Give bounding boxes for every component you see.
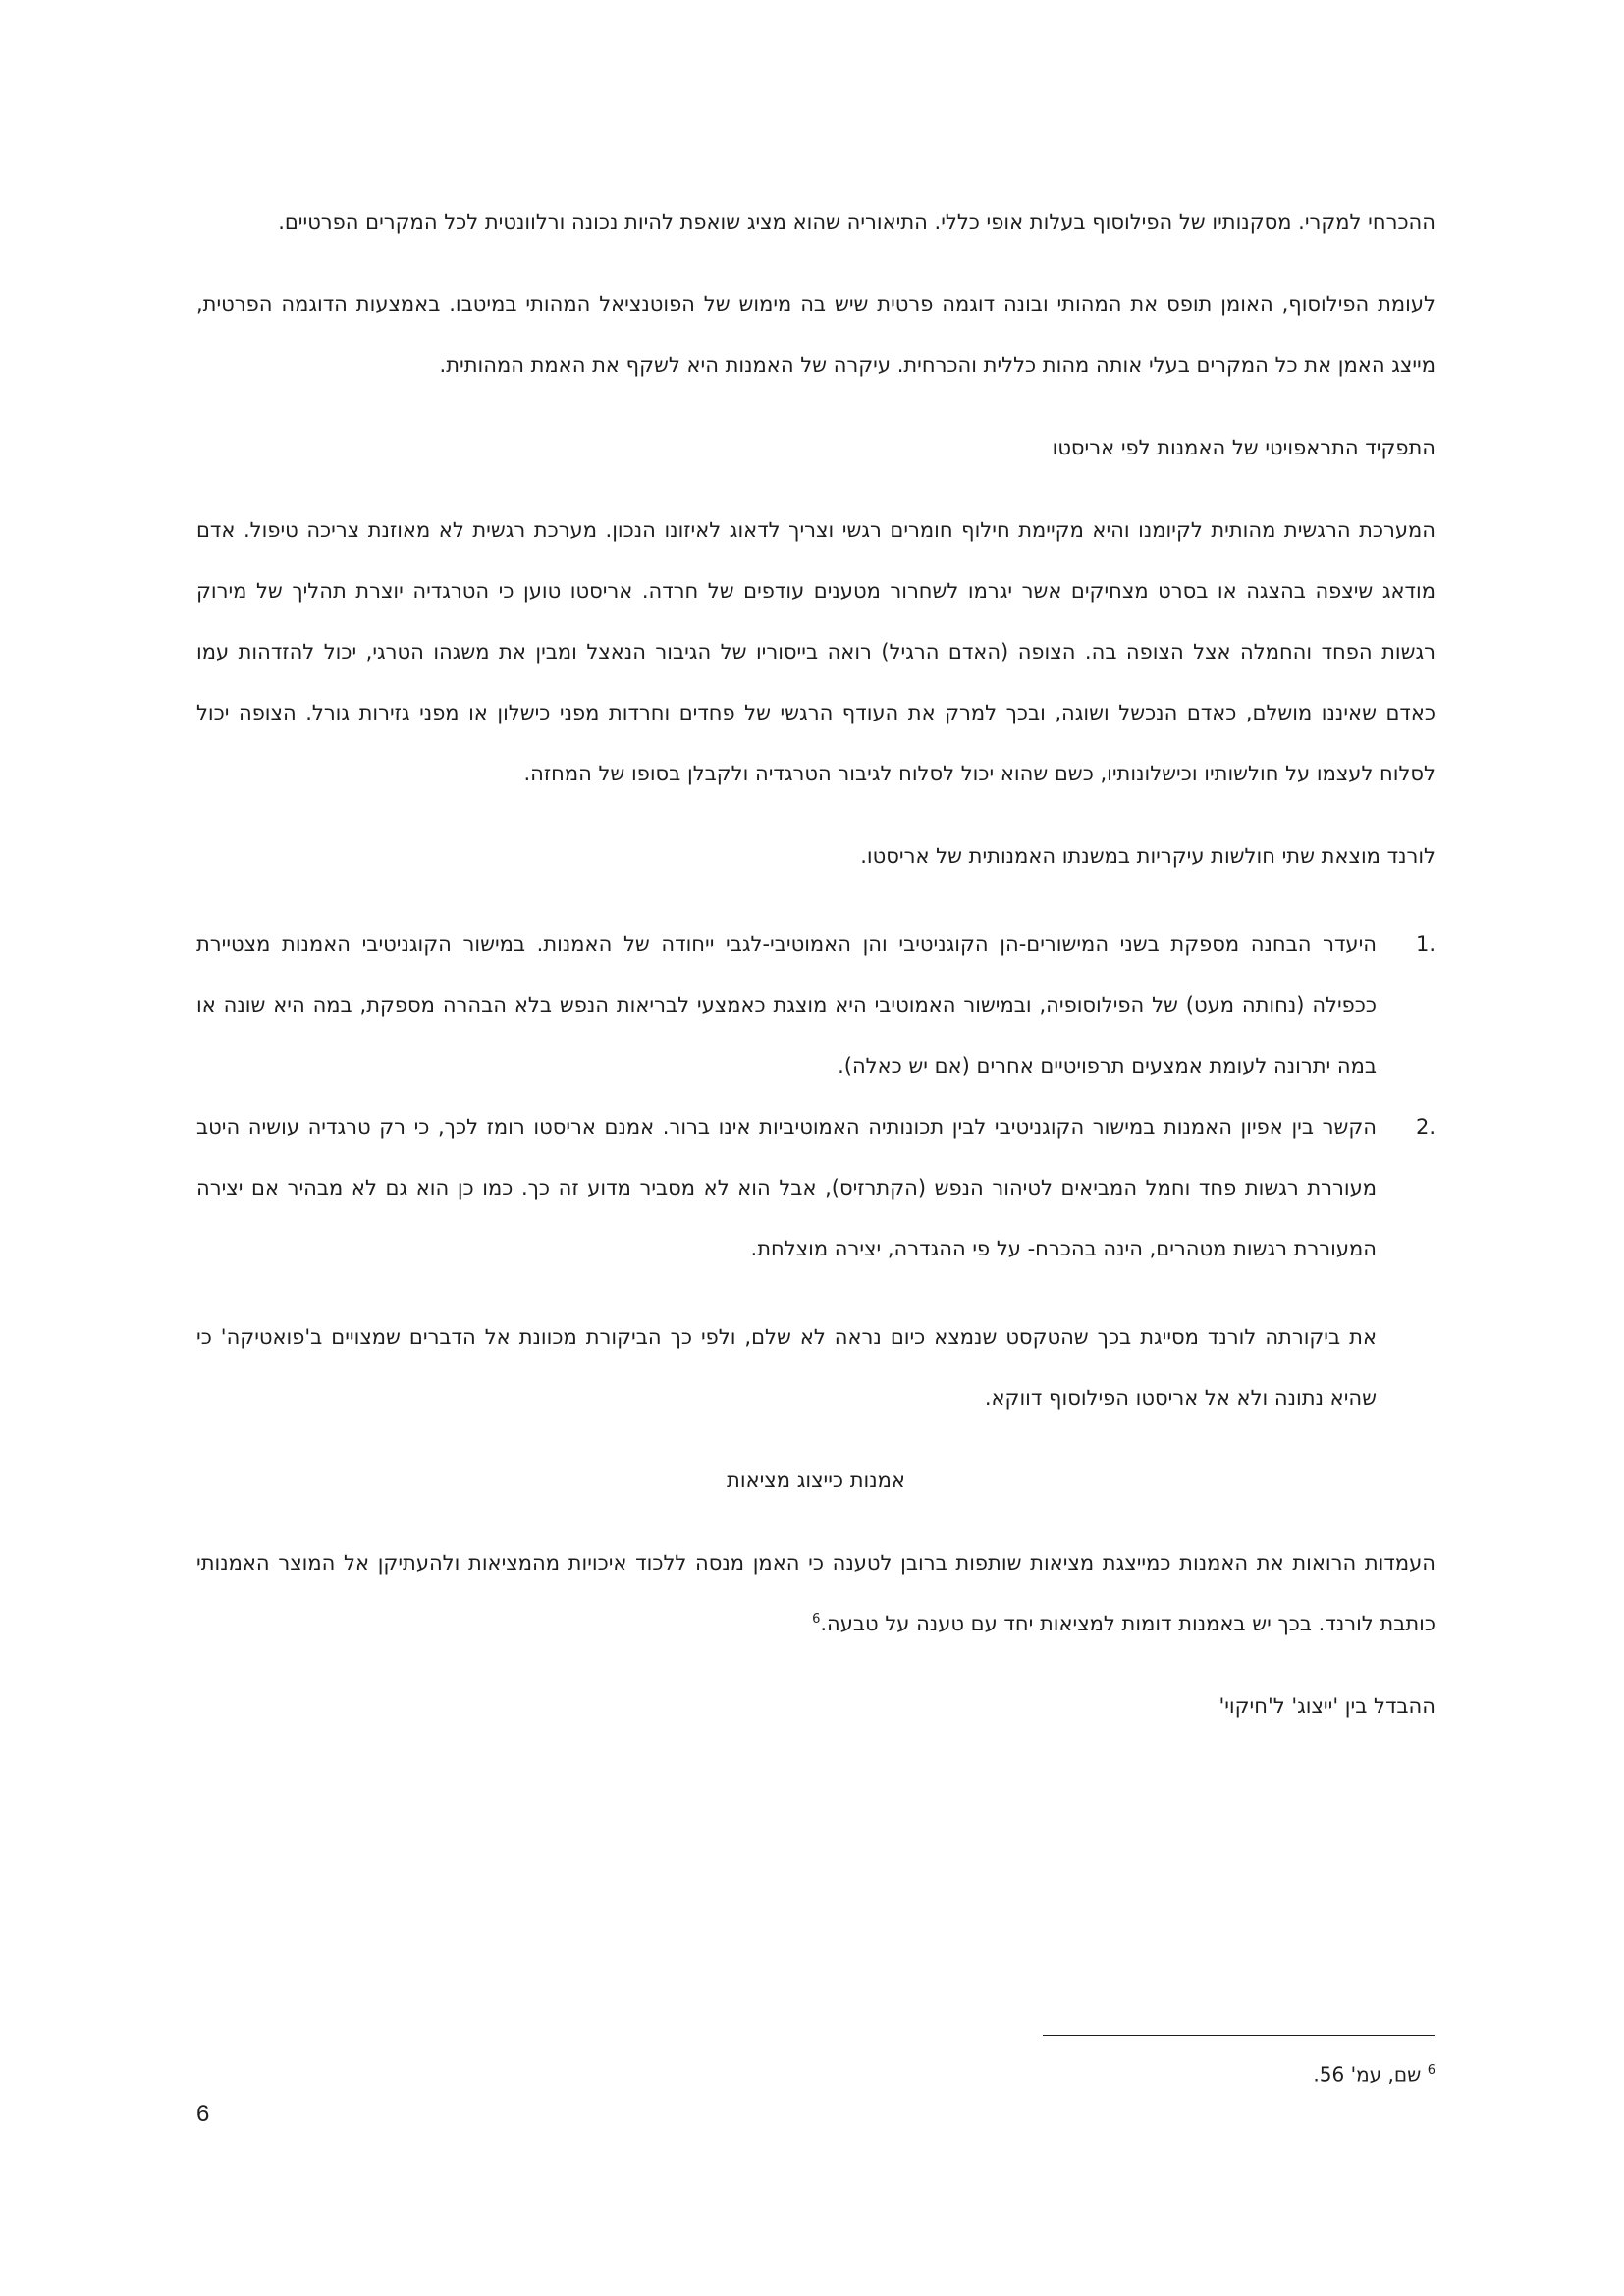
paragraph-6 [196,1532,1435,1654]
paragraph-3: המערכת הרגשית מהותית לקיומנו והיא מקיימת חילוף חומרים רגשי וצריך לדאוג לאיזונו הנכון. מערכת רגשית לא מאוזנת צריכה טיפול. אדם מודאג שיצפה בהצגה או בסרט מצחיקים אשר יגרמו לשחרור מטענים עודפים של חרדה. אריסטו טוען כי הטרגדיה יוצרת תהליך של מירוק רגשות הפחד והחמלה אצל הצופה בה. הצופה (האדם הרגיל) רואה בייסוריו של הגיבור הנאצל ומבין את משגהו הטרגי, יכול להזדהות עמו כאדם שאיננו מושלם, כאדם הנכשל ושוגה, ובכך למרק את העודף הרגשי של פחדים וחרדות מפני כישלון או מפני גזירות גורל. הצופה יכול לסלוח לעצמו על חולשותיו וכישלונותיו, כשם שהוא יכול לסלוח לגיבור הטרגדיה ולקבלן בסופו של המחזה. [196,518,1435,785]
footnote-reference[interactable]: 6 [812,1612,821,1627]
document-page [196,191,1435,2087]
paragraph-1: ההכרחי למקרי. מסקנותיו של הפילוסוף בעלות אופי כללי. התיאוריה שהוא מציג שואפת להיות נכונה ורלוונטית לכל המקרים הפרטיים. [278,210,1435,234]
paragraph-5: את ביקורתה לורנד מסייגת בכך שהטקסט שנמצא כיום נראה לא שלם, ולפי כך הביקורת מכוונת אל הדברים שמצויים ב'פואטיקה' כי שהיא נתונה ולא אל אריסטו הפילוסוף דווקא. [196,1325,1377,1410]
footnote-number: 6 [1427,2063,1435,2078]
page-number: 6 [196,2101,210,2127]
section-heading-representation: אמנות כייצוג מציאות [727,1468,905,1492]
list-item-text: היעדר הבחנה מספקת בשני המישורים-הן הקוגניטיבי והן האמוטיבי-לגבי ייחודה של האמנות. במישור הקוגניטיבי האמנות מצטיירת ככפילה (נחותה מעט) של הפילוסופיה, ובמישור האמוטיבי היא מוצגת כאמצעי לבריאות הנפש בלא הבהרה מספקת, במה היא שונה או במה יתרונה לעומת אמצעים תרפויטיים אחרים (אם יש כאלה). [196,933,1377,1078]
weaknesses-list [196,914,1435,1279]
section-heading-difference: ההבדל בין 'ייצוג' ל'חיקוי' [1218,1694,1435,1718]
paragraph-6-text: העמדות הרואות את האמנות כמייצגת מציאות שותפות ברובן לטענה כי האמן מנסה ללכוד איכויות מהמציאות ולהעתיקן אל המוצר האמנותי כותבת לורנד. בכך יש באמנות דומות למציאות יחד עם טענה על טבעה. [196,1551,1435,1635]
list-item [196,1096,1435,1279]
footnote-separator [1043,2035,1435,2036]
paragraph-4: לורנד מוצאת שתי חולשות עיקריות במשנתו האמנותית של אריסטו. [860,844,1435,868]
list-item [196,914,1435,1096]
footnote [1313,2056,1435,2090]
list-item-number: 1. [1415,933,1435,956]
list-item-number: 2. [1415,1115,1435,1139]
footnote-text: שם, עמ' 56. [1313,2062,1422,2087]
list-item-text: הקשר בין אפיון האמנות במישור הקוגניטיבי לבין תכונותיה האמוטיביות אינו ברור. אמנם אריסטו רומז לכך, כי רק טרגדיה עושיה היטב מעוררת רגשות פחד וחמל המביאים לטיהור הנפש (הקתרזיס), אבל הוא לא מסביר מדוע זה כך. כמו כן הוא גם לא מבהיר אם יצירה המעוררת רגשות מטהרים, הינה בהכרח- על פי ההגדרה, יצירה מוצלחת. [196,1115,1377,1260]
section-heading-therapeutic: התפקיד התראפויטי של האמנות לפי אריסטו [1052,436,1435,459]
paragraph-2: לעומת הפילוסוף, האומן תופס את המהותי ובונה דוגמה פרטית שיש בה מימוש של הפוטנציאל המהותי במיטבו. באמצעות הדוגמה הפרטית, מייצג האמן את כל המקרים בעלי אותה מהות כללית והכרחית. עיקרה של האמנות היא לשקף את האמת המהותית. [196,293,1435,377]
